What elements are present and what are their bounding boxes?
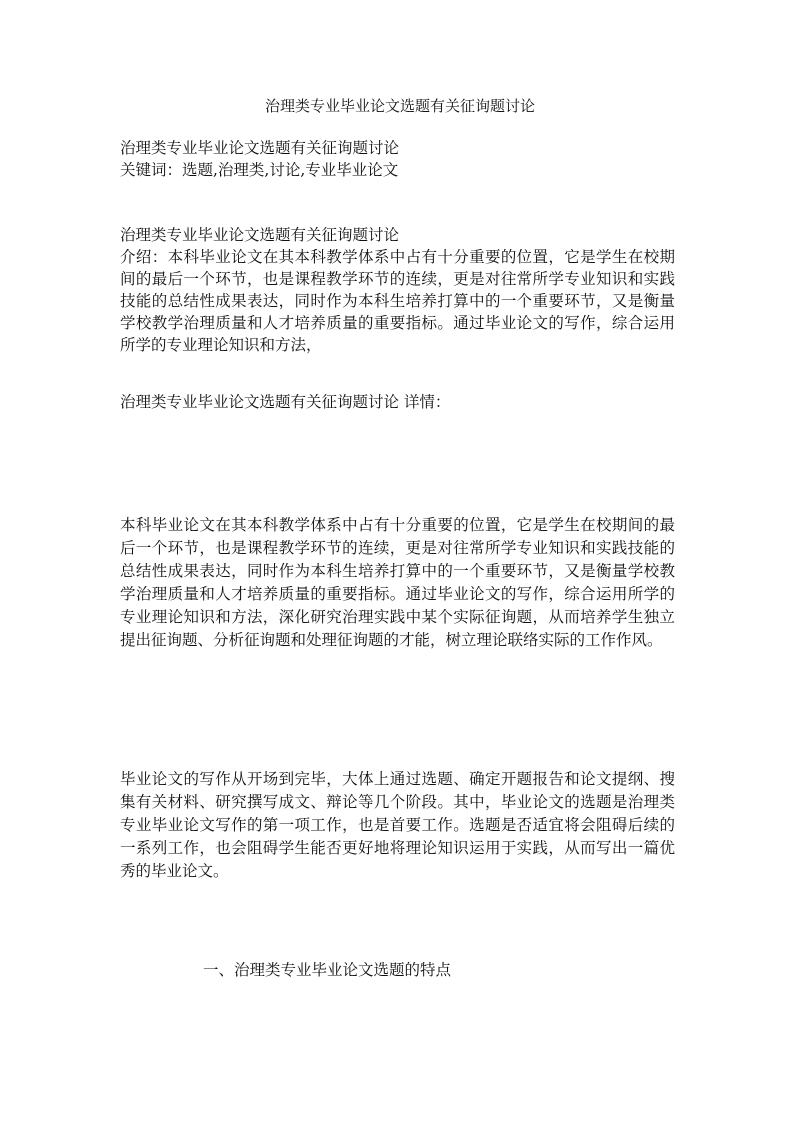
- header-line: 治理类专业毕业论文选题有关征询题讨论: [120, 139, 400, 157]
- section-1-heading: 一、治理类专业毕业论文选题的特点: [203, 961, 452, 979]
- paragraph-1-text: 本科毕业论文在其本科教学体系中占有十分重要的位置，它是学生在校期间的最后一个环节，也是课程教学环节的连续，更是对往常所学专业知识和实践技能的总结性成果表达，同时作为本科生培养打算中的一个重要环节，又是衡量学校教学治理质量和人才培养质量的重要指标。通过毕业论文的写作，综合运用所学的专业理论知识和方法，深化研究治理实践中某个实际征询题，从而培养学生独立提出征询题、分析征询题和处理征询题的才能，树立理论联络实际的工作作风。: [120, 516, 675, 649]
- paragraph-1: [120, 514, 675, 652]
- intro-heading: 治理类专业毕业论文选题有关征询题讨论: [120, 226, 400, 244]
- details-label-text: 治理类专业毕业论文选题有关征询题讨论 详情：: [120, 393, 451, 411]
- paragraph-2: [120, 768, 675, 883]
- intro-block: [120, 224, 675, 356]
- keywords-line: 关键词：选题,治理类,讨论,专业毕业论文: [120, 161, 399, 179]
- document-title: 治理类专业毕业论文选题有关征询题讨论: [264, 97, 535, 115]
- intro-text: 介绍：本科毕业论文在其本科教学体系中占有十分重要的位置，它是学生在校期间的最后一个环节，也是课程教学环节的连续，更是对往常所学专业知识和实践技能的总结性成果表达，同时作为本科生培养打算中的一个重要环节，又是衡量学校教学治理质量和人才培养质量的重要指标。通过毕业论文的写作，综合运用所学的专业理论知识和方法，: [120, 248, 675, 354]
- paragraph-2-text: 毕业论文的写作从开场到完毕，大体上通过选题、确定开题报告和论文提纲、搜集有关材料、研究撰写成文、辩论等几个阶段。其中，毕业论文的选题是治理类专业毕业论文写作的第一项工作，也是首要工作。选题是否适宜将会阻碍后续的一系列工作，也会阻碍学生能否更好地将理论知识运用于实践，从而写出一篇优秀的毕业论文。: [120, 770, 675, 880]
- header-block: [120, 137, 675, 181]
- details-label: [120, 391, 675, 413]
